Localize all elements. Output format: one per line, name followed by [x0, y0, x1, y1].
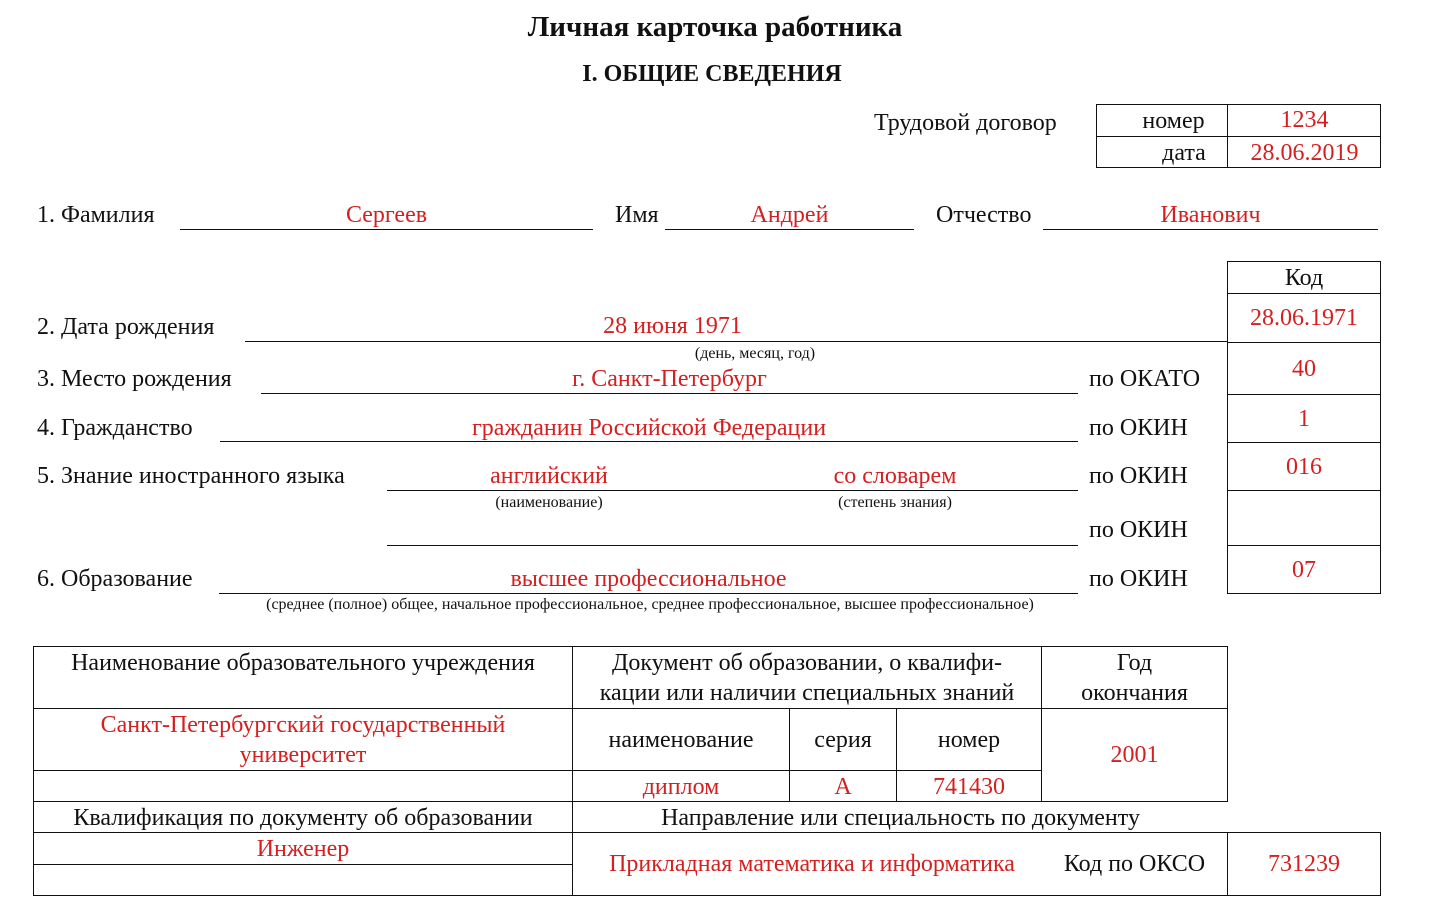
education-okin-label: по ОКИН	[1089, 566, 1188, 592]
header-year-line-1: Год	[1116, 650, 1153, 676]
doc-number-value: 741430	[933, 773, 1005, 800]
subheader-doc-name: наименование	[608, 726, 754, 753]
code-header: Код	[1284, 264, 1324, 291]
header-qualification: Квалификация по документу об образовании	[73, 804, 533, 831]
okso-label: Код по ОКСО	[1063, 851, 1206, 877]
header-specialty: Направление или специальность по документу	[661, 804, 1140, 831]
institution-line-1: Санкт-Петербургский государственный	[100, 712, 506, 738]
birth-date-value: 28 июня 1971	[603, 313, 742, 339]
education-value: высшее профессиональное	[510, 566, 787, 592]
language-code-2	[1227, 491, 1381, 545]
contract-number-value: 1234	[1280, 107, 1329, 133]
header-document-line-2: кации или наличии специальных знаний	[599, 680, 1015, 706]
contract-date-value: 28.06.2019	[1250, 140, 1359, 166]
citizenship-code: 1	[1298, 405, 1310, 432]
birthplace-value: г. Санкт-Петербург	[572, 366, 767, 392]
doc-series-value: А	[834, 773, 852, 800]
subheader-doc-series: серия	[814, 726, 872, 753]
okato-code: 40	[1292, 355, 1316, 382]
qualification-value: Инженер	[256, 835, 350, 862]
first-name-label: Имя	[615, 202, 659, 228]
okato-label: по ОКАТО	[1089, 366, 1201, 392]
language-code: 016	[1286, 453, 1322, 480]
doc-name-value: диплом	[642, 773, 720, 800]
patronymic-label: Отчество	[936, 202, 1032, 228]
birth-date-label: 2. Дата рождения	[37, 314, 215, 340]
education-label: 6. Образование	[37, 566, 193, 592]
language-okin-label-2: по ОКИН	[1089, 517, 1188, 543]
header-document-line-1: Документ об образовании, о квалифи-	[612, 650, 1002, 676]
citizenship-label: 4. Гражданство	[37, 415, 193, 441]
institution-line-2: университет	[239, 742, 367, 768]
education-code: 07	[1292, 557, 1316, 583]
language-level-hint: (степень знания)	[838, 494, 952, 511]
okso-code: 731239	[1268, 851, 1340, 877]
language-name-value: английский	[490, 463, 608, 489]
language-level-value: со словарем	[833, 463, 957, 489]
language-okin-label: по ОКИН	[1089, 463, 1188, 489]
section-title: I. ОБЩИЕ СВЕДЕНИЯ	[582, 61, 842, 87]
surname-label: 1. Фамилия	[37, 202, 155, 228]
page-title: Личная карточка работника	[527, 11, 903, 43]
subheader-doc-number: номер	[937, 726, 1001, 753]
education-hint: (среднее (полное) общее, начальное профессиональное, среднее профессиональное, высшее профессиональное)	[266, 596, 1034, 613]
header-year-line-2: окончания	[1081, 680, 1188, 706]
contract-number-label: номер	[1142, 108, 1205, 134]
surname-value: Сергеев	[345, 202, 428, 228]
patronymic-value: Иванович	[1160, 202, 1261, 228]
specialty-value: Прикладная математика и информатика	[609, 851, 1015, 877]
citizenship-okin-label: по ОКИН	[1089, 415, 1188, 441]
contract-label: Трудовой договор	[874, 110, 1057, 136]
header-institution: Наименование образовательного учреждения	[71, 650, 535, 676]
birthplace-label: 3. Место рождения	[37, 366, 232, 392]
birth-date-hint: (день, месяц, год)	[694, 345, 816, 362]
language-label: 5. Знание иностранного языка	[37, 463, 345, 489]
contract-date-label: дата	[1162, 140, 1206, 166]
citizenship-value: гражданин Российской Федерации	[471, 415, 827, 441]
first-name-value: Андрей	[750, 202, 829, 228]
language-name-hint: (наименование)	[495, 494, 603, 511]
graduation-year: 2001	[1110, 742, 1159, 768]
birth-date-code: 28.06.1971	[1250, 305, 1358, 331]
